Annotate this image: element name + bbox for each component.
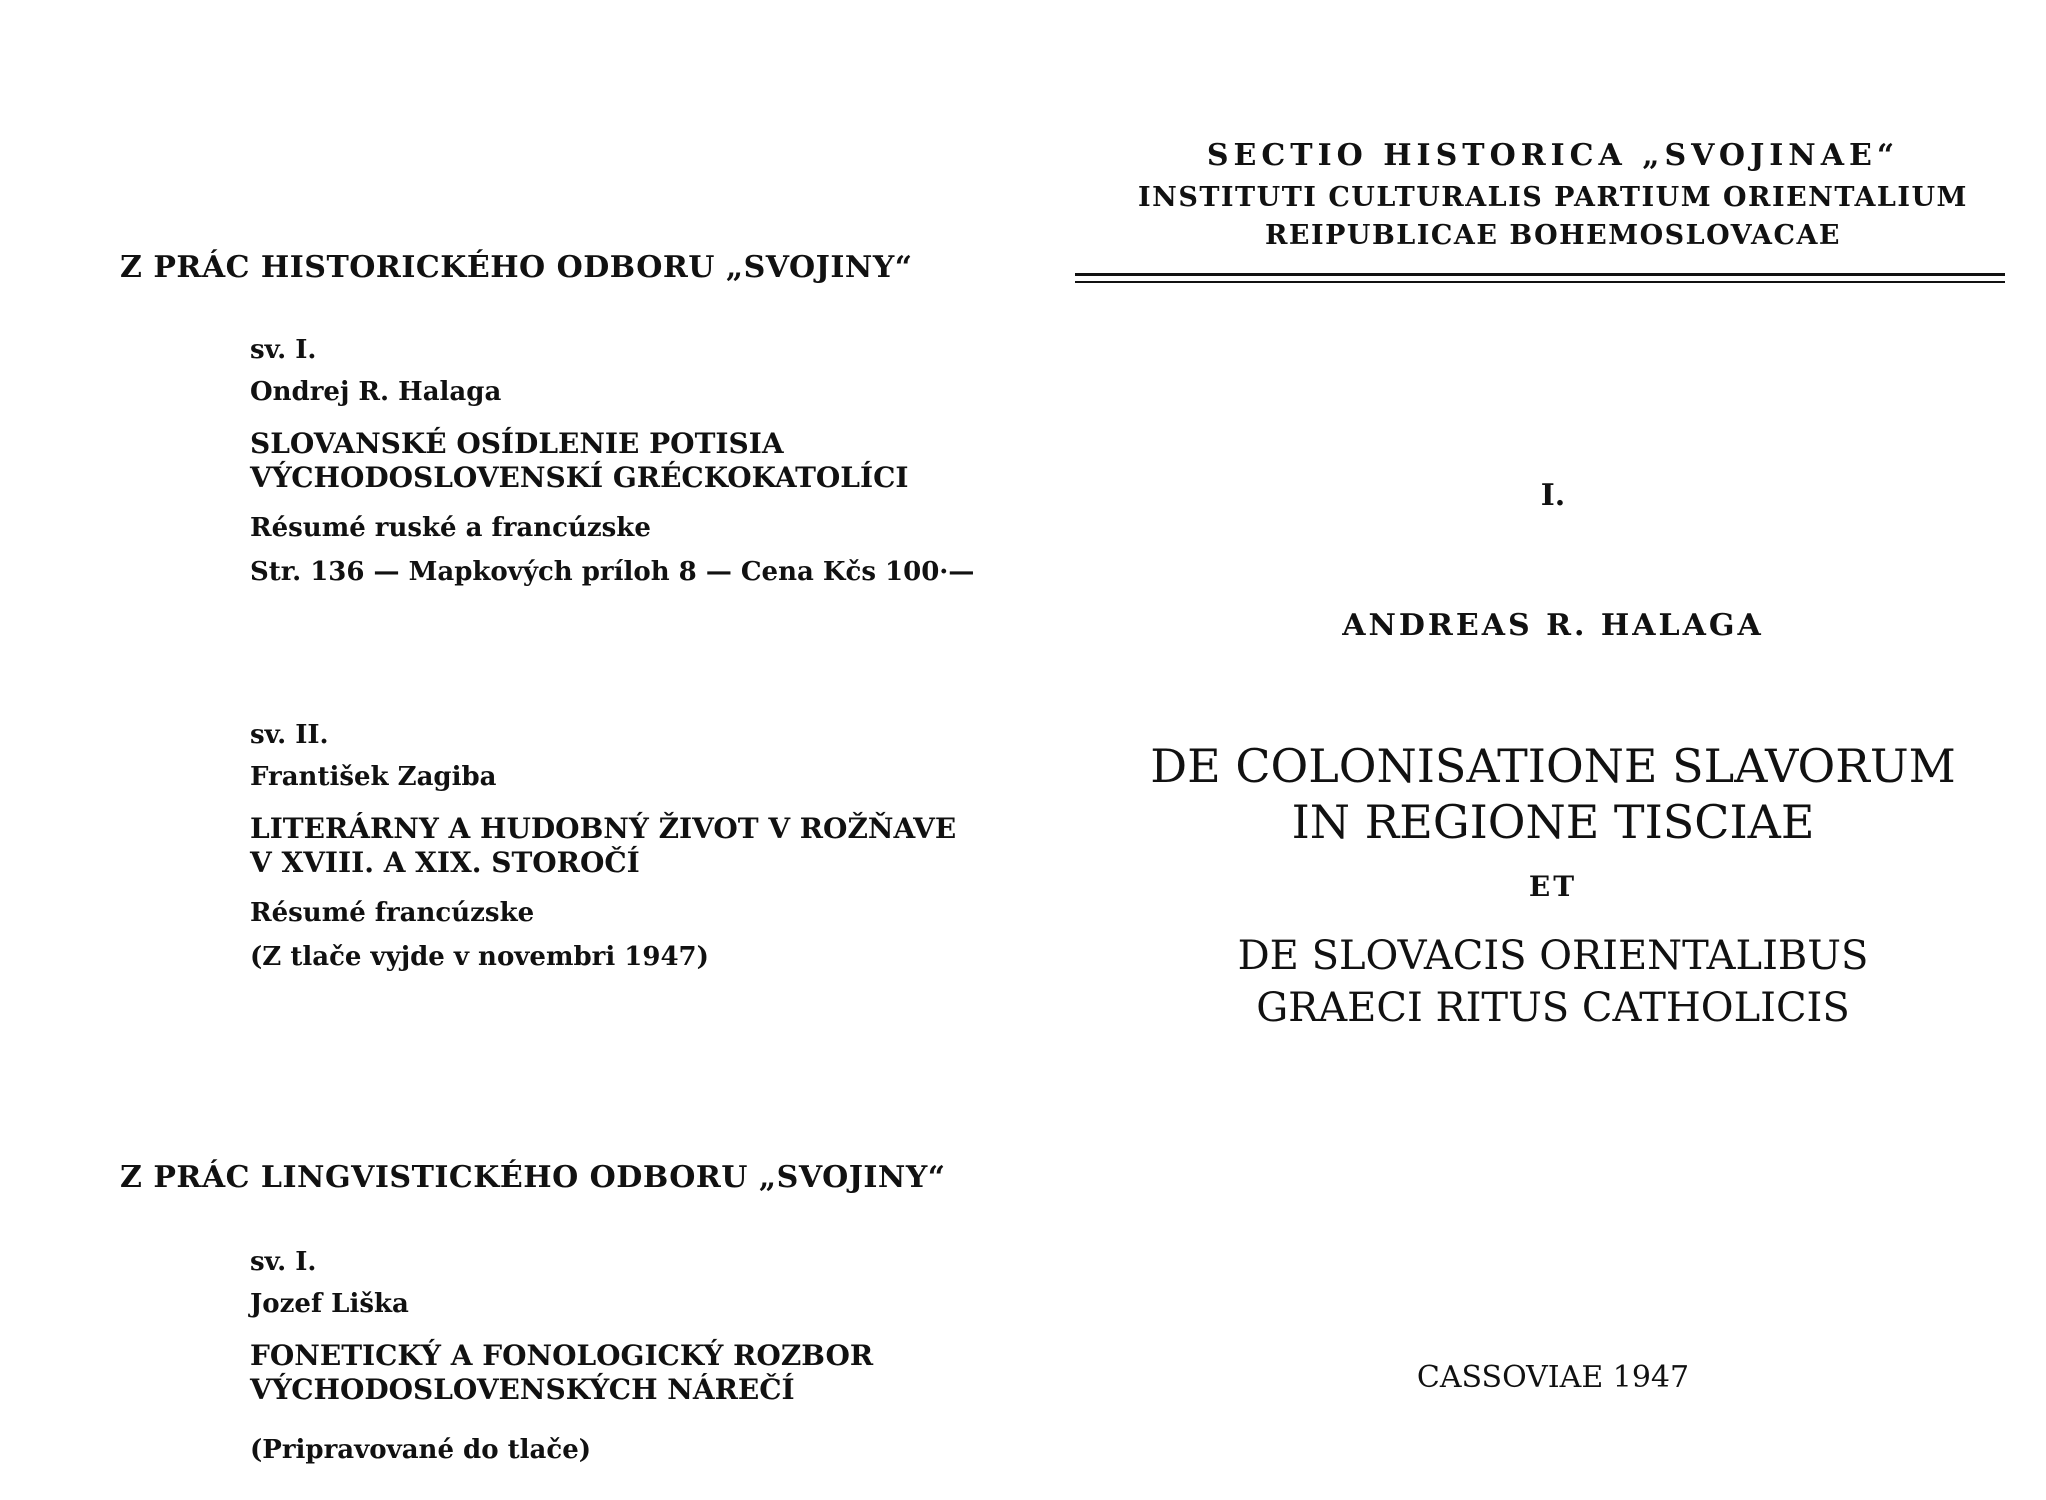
volume-number: sv. I.: [250, 335, 317, 365]
entry-status: (Pripravované do tlače): [250, 1435, 592, 1465]
series-line-instituti: INSTITUTI CULTURALIS PARTIUM ORIENTALIUM: [1138, 182, 1968, 213]
entry-title-line: V XVIII. A XIX. STOROČÍ: [250, 846, 640, 879]
header-rule-thin: [1075, 281, 2005, 283]
book-title-line: DE COLONISATIONE SLAVORUM: [1150, 739, 1956, 793]
series-line-sectio: SECTIO HISTORICA „SVOJINAE“: [1206, 138, 1900, 173]
entry-details: Str. 136 — Mapkových príloh 8 — Cena Kčs 100·—: [250, 557, 975, 587]
entry-resume: Résumé francúzske: [250, 898, 535, 928]
book-title: [1060, 738, 2046, 850]
right-page-title: [1060, 0, 2046, 1500]
entry-historical-vol-2: [250, 718, 956, 974]
series-heading-linguistic: Z PRÁC LINGVISTICKÉHO ODBORU „SVOJINY“: [120, 1160, 946, 1195]
entry-title: [250, 1339, 873, 1407]
imprint-place-year: CASSOVIAE 1947: [1416, 1360, 1690, 1395]
entry-author: Jozef Liška: [250, 1289, 409, 1319]
header-rule: [1075, 273, 2005, 276]
entry-title-line: VÝCHODOSLOVENSKÝCH NÁREČÍ: [250, 1373, 795, 1406]
book-subtitle-line: DE SLOVACIS ORIENTALIBUS: [1237, 933, 1869, 979]
book-subtitle-line: GRAECI RITUS CATHOLICIS: [1256, 985, 1850, 1031]
entry-title-line: LITERÁRNY A HUDOBNÝ ŽIVOT V ROŽŇAVE: [250, 812, 957, 845]
book-subtitle: [1060, 930, 2046, 1034]
entry-resume: Résumé ruské a francúzske: [250, 513, 651, 543]
entry-author: Ondrej R. Halaga: [250, 377, 502, 407]
book-title-line: IN REGIONE TISCIAE: [1291, 795, 1815, 849]
series-line-reipublicae: REIPUBLICAE BOHEMOSLOVACAE: [1264, 220, 1842, 251]
entry-title: [250, 427, 974, 495]
author-name: ANDREAS R. HALAGA: [1342, 608, 1764, 643]
volume-number: I.: [1540, 478, 1566, 513]
entry-title: [250, 812, 956, 880]
title-conjunction: ET: [1528, 870, 1578, 903]
entry-author: František Zagiba: [250, 762, 497, 792]
volume-number: sv. I.: [250, 1247, 317, 1277]
entry-title-line: SLOVANSKÉ OSÍDLENIE POTISIA: [250, 427, 784, 460]
entry-linguistic-vol-1: [250, 1245, 873, 1467]
volume-number: sv. II.: [250, 720, 329, 750]
entry-title-line: FONETICKÝ A FONOLOGICKÝ ROZBOR: [250, 1339, 874, 1372]
entry-title-line: VÝCHODOSLOVENSKÍ GRÉCKOKATOLÍCI: [250, 461, 909, 494]
entry-details: (Z tlače vyjde v novembri 1947): [250, 942, 709, 972]
entry-historical-vol-1: [250, 333, 974, 589]
series-heading-historical: Z PRÁC HISTORICKÉHO ODBORU „SVOJINY“: [120, 250, 913, 285]
